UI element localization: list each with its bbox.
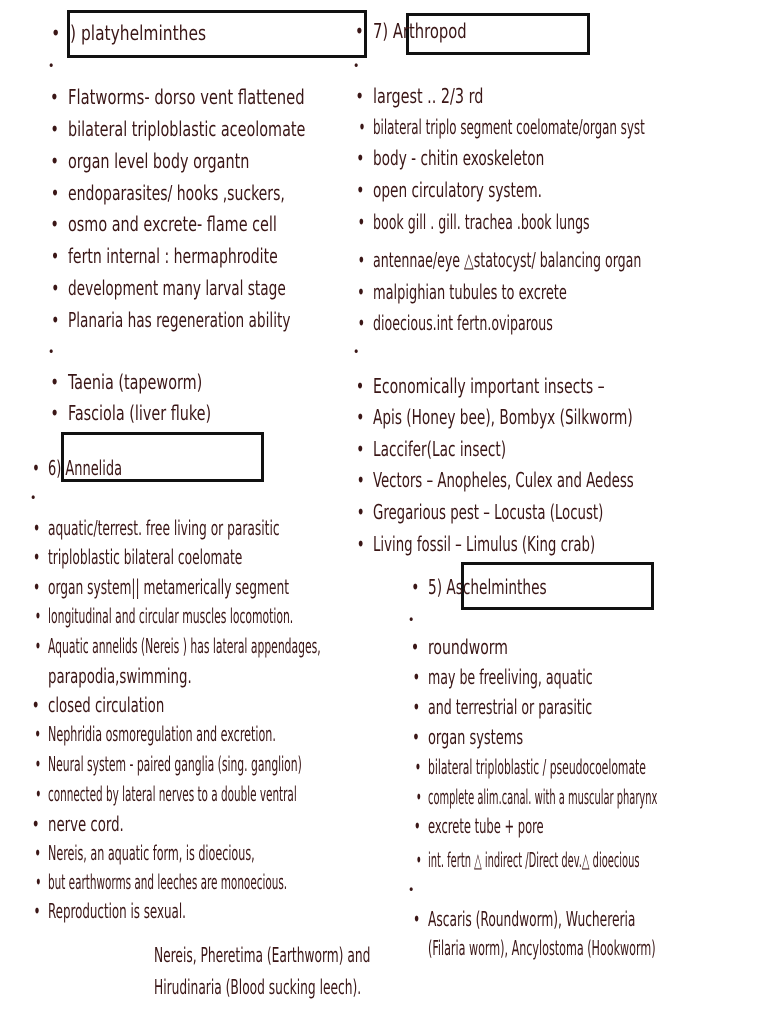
aschelminthes-example-continued: (Filaria worm), Ancylostoma (Hookworm) <box>428 936 656 960</box>
arthropoda-item: • antennae/eye △statocyst/ balancing organ <box>373 247 641 273</box>
annelida-example: Nereis, Pheretima (Earthworm) and <box>154 943 371 967</box>
stray-dot: • <box>408 613 415 627</box>
arthropoda-example: • Laccifer(Lac insect) <box>373 436 506 462</box>
annelida-item: • connected by lateral nerves to a double ventral <box>48 781 297 807</box>
annelida-item: • aquatic/terrest. free living or parasitic <box>48 515 280 541</box>
annelida-item: • Reproduction is sexual. <box>48 898 186 924</box>
arthropoda-example: • Economically important insects – <box>373 373 605 399</box>
arthropoda-item: • body - chitin exoskeleton <box>373 145 544 171</box>
annelida-title: • 6) Annelida <box>48 455 122 481</box>
arthropoda-item: • largest .. 2/3 rd <box>373 83 483 109</box>
platyhelminthes-item: • endoparasites/ hooks ,suckers, <box>68 180 285 206</box>
aschelminthes-item: • may be freeliving, aquatic <box>428 664 593 690</box>
arthropoda-example: • Gregarious pest – Locusta (Locust) <box>373 499 603 525</box>
annelida-item: • Nereis, an aquatic form, is dioecious, <box>48 840 255 866</box>
arthropoda-example: • Living fossil – Limulus (King crab) <box>373 531 595 557</box>
aschelminthes-item: • and terrestrial or parasitic <box>428 694 592 720</box>
annelida-item: • Nephridia osmoregulation and excretion. <box>48 721 276 747</box>
annelida-item: • Neural system - paired ganglia (sing. ganglion) <box>48 751 302 777</box>
annelida-example: Hirudinaria (Blood sucking leech). <box>154 975 362 999</box>
arthropoda-item: • malpighian tubules to excrete <box>373 279 567 305</box>
aschelminthes-example: • Ascaris (Roundworm), Wuchereria <box>428 906 635 932</box>
platyhelminthes-item: • organ level body organtn <box>68 148 249 174</box>
platyhelminthes-item: • development many larval stage <box>68 275 286 301</box>
aschelminthes-item: • organ systems <box>428 724 523 750</box>
arthropoda-item: • dioecious.int fertn.oviparous <box>373 310 553 336</box>
stray-dot: • <box>408 883 415 897</box>
aschelminthes-item: • excrete tube + pore <box>428 813 544 839</box>
annelida-item: • Aquatic annelids (Nereis ) has lateral appendages, <box>48 633 321 659</box>
arthropoda-item: • open circulatory system. <box>373 177 542 203</box>
platyhelminthes-item: • fertn internal : hermaphrodite <box>68 243 278 269</box>
platyhelminthes-item: • Planaria has regeneration ability <box>68 307 290 333</box>
stray-dot: • <box>48 59 55 73</box>
annelida-item: • triploblastic bilateral coelomate <box>48 544 242 570</box>
platyhelminthes-example: • Taenia (tapeworm) <box>68 369 202 395</box>
annelida-item: • longitudinal and circular muscles locomotion. <box>48 603 293 629</box>
arthropoda-item: • bilateral triplo segment coelomate/organ syst <box>373 114 645 140</box>
aschelminthes-item: • roundworm <box>428 634 508 660</box>
platyhelminthes-item: • Flatworms- dorso vent flattened <box>68 84 305 110</box>
annelida-item: • nerve cord. <box>48 811 124 837</box>
platyhelminthes-item: • bilateral triploblastic aceolomate <box>68 116 305 142</box>
stray-dot: • <box>48 345 55 359</box>
stray-dot: • <box>353 345 360 359</box>
arthropoda-example: • Vectors – Anopheles, Culex and Aedess <box>373 467 634 493</box>
arthropoda-item: • book gill . gill. trachea .book lungs <box>373 209 590 235</box>
arthropoda-title: • 7) Arthropod <box>373 18 467 44</box>
annelida-item: • closed circulation <box>48 692 164 718</box>
aschelminthes-item: • int. fertn △ indirect /Direct dev.△ dioecious <box>428 847 640 873</box>
annelida-item: • organ system|| metamerically segment <box>48 574 289 600</box>
arthropoda-example: • Apis (Honey bee), Bombyx (Silkworm) <box>373 404 633 430</box>
aschelminthes-item: • complete alim.canal. with a muscular pharynx <box>428 784 657 810</box>
annelida-item: • but earthworms and leeches are monoecious. <box>48 869 287 895</box>
aschelminthes-item: • bilateral triploblastic / pseudocoelomate <box>428 754 646 780</box>
annelida-item-continued: parapodia,swimming. <box>48 664 192 688</box>
aschelminthes-title: • 5) Aschelminthes <box>428 574 547 600</box>
platyhelminthes-title: • ) platyhelminthes <box>70 20 206 46</box>
stray-dot: • <box>30 491 37 505</box>
platyhelminthes-item: • osmo and excrete- flame cell <box>68 211 277 237</box>
stray-dot: • <box>353 59 360 73</box>
platyhelminthes-example: • Fasciola (liver fluke) <box>68 400 211 426</box>
